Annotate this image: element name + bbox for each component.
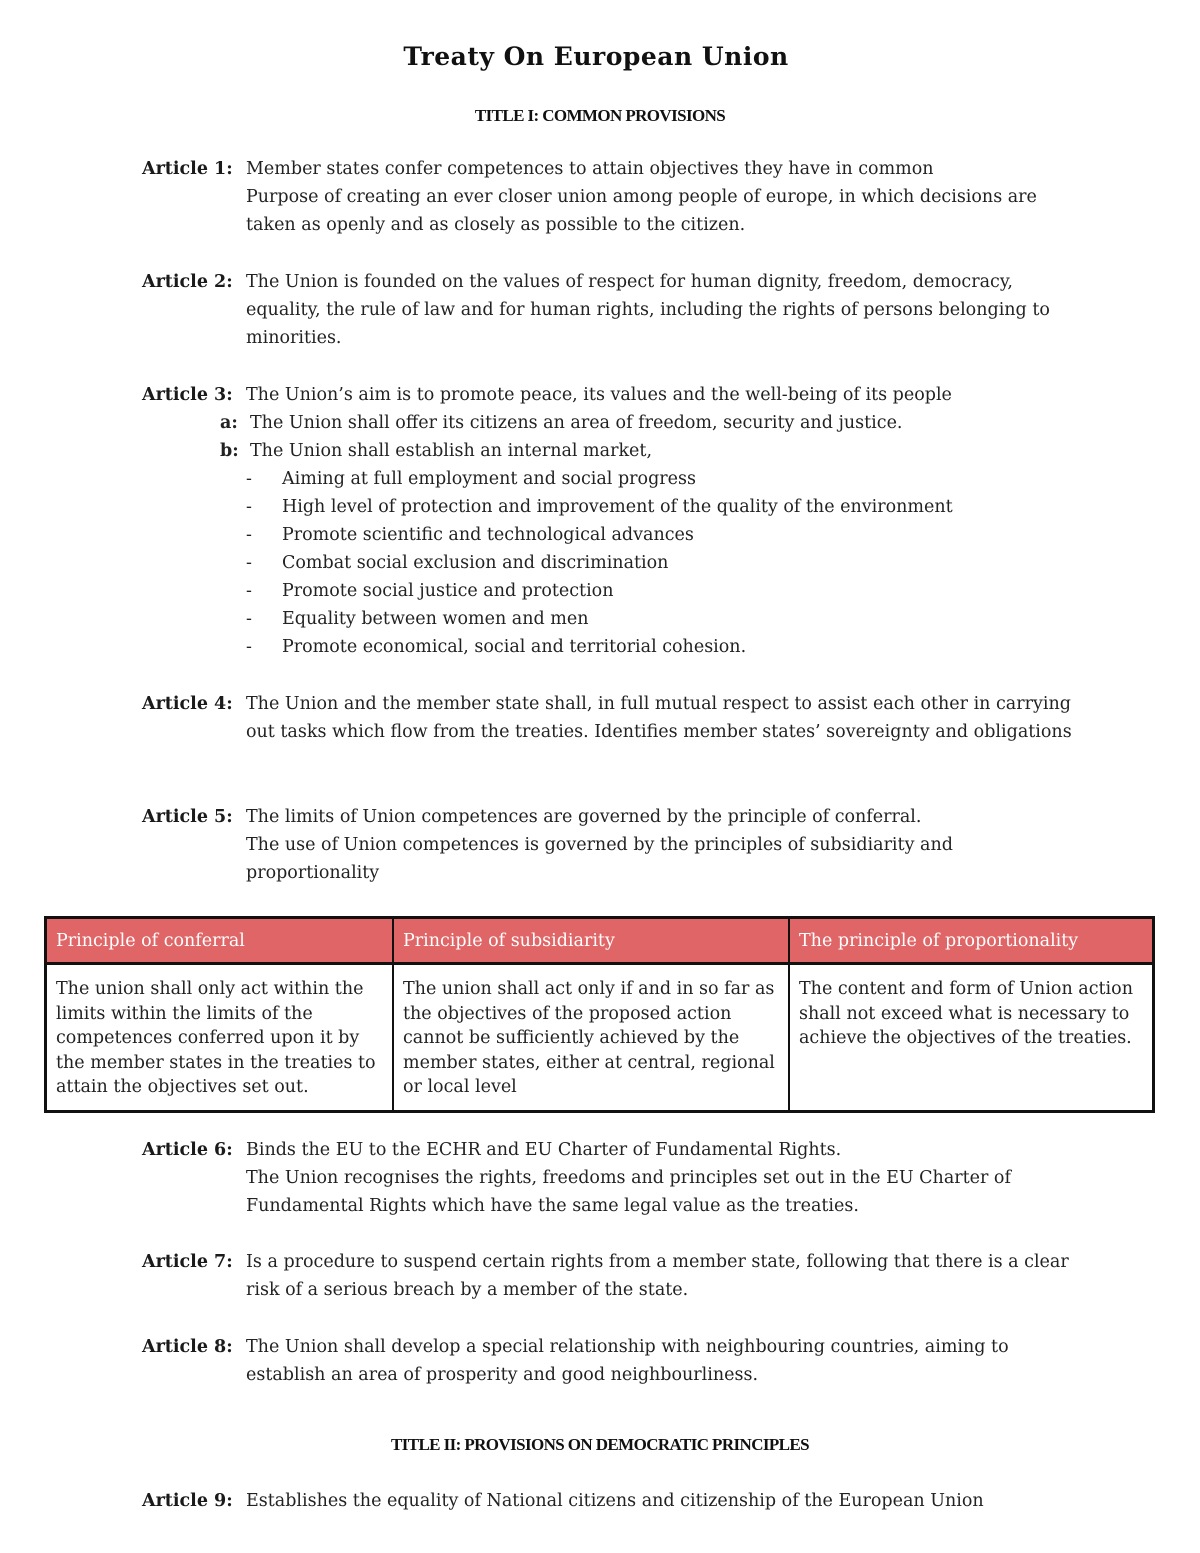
article-2 <box>142 268 1082 352</box>
list-item-text: Aiming at full employment and social progress <box>282 469 696 489</box>
article-5-line-1: The limits of Union competences are governed by the principle of conferral. <box>246 807 922 827</box>
table-header-subsidiarity: Principle of subsidiarity <box>393 918 789 964</box>
article-8 <box>142 1333 1082 1389</box>
article-1-line-2: Purpose of creating an ever closer union among people of europe, in which decisions are taken as openly and as closely as possible to the citizen. <box>246 187 1037 235</box>
document-title: Treaty On European Union <box>403 42 789 71</box>
article-9-label: Article 9: <box>142 1491 233 1511</box>
list-item-text: Promote social justice and protection <box>282 581 614 601</box>
list-item <box>246 521 1082 549</box>
list-item <box>246 493 1082 521</box>
table-cell-subsidiarity: The union shall act only if and in so far as the objectives of the proposed action cannot be sufficiently achieved by the member states, either at central, regional or local level <box>393 964 789 1112</box>
article-8-text: The Union shall develop a special relationship with neighbouring countries, aiming to establish an area of prosperity and good neighbourliness. <box>246 1337 1009 1385</box>
bullet-dash: - <box>246 497 252 517</box>
article-2-text: The Union is founded on the values of respect for human dignity, freedom, democracy, equality, the rule of law and for human rights, including the rights of persons belonging to minorities. <box>246 272 1050 348</box>
article-1 <box>142 155 1082 239</box>
list-item-text: Equality between women and men <box>282 609 589 629</box>
article-3-a-text: The Union shall offer its citizens an area of freedom, security and justice. <box>250 413 903 433</box>
article-7-label: Article 7: <box>142 1252 233 1272</box>
article-6-line-1: Binds the EU to the ECHR and EU Charter of Fundamental Rights. <box>246 1140 842 1160</box>
list-item <box>246 577 1082 605</box>
article-7-text: Is a procedure to suspend certain rights from a member state, following that there is a clear risk of a serious breach by a member of the state. <box>246 1252 1069 1300</box>
bullet-dash: - <box>246 525 252 545</box>
article-3-a-label: a: <box>220 413 238 433</box>
title-2-heading: TITLE II: PROVISIONS ON DEMOCRATIC PRINCIPLES <box>390 1435 810 1454</box>
article-2-label: Article 2: <box>142 272 233 292</box>
article-4 <box>142 690 1082 746</box>
list-item-text: Combat social exclusion and discrimination <box>282 553 669 573</box>
table-cell-conferral: The union shall only act within the limits within the limits of the competences conferred upon it by the member states in the treaties to attain the objectives set out. <box>46 964 394 1112</box>
table-header-conferral: Principle of conferral <box>46 918 394 964</box>
article-3-text: The Union’s aim is to promote peace, its values and the well-being of its people <box>246 385 952 405</box>
list-item <box>246 549 1082 577</box>
article-3-bullet-list <box>246 465 1082 661</box>
list-item <box>246 605 1082 633</box>
article-9-text: Establishes the equality of National citizens and citizenship of the European Union <box>246 1491 984 1511</box>
article-3-item-a <box>220 409 1082 437</box>
bullet-dash: - <box>246 469 252 489</box>
article-4-label: Article 4: <box>142 694 233 714</box>
table-row <box>46 964 1154 1112</box>
article-7 <box>142 1248 1082 1304</box>
article-3-b-label: b: <box>220 441 239 461</box>
principles-table <box>44 916 1155 1113</box>
article-9 <box>142 1487 1082 1515</box>
article-8-label: Article 8: <box>142 1337 233 1357</box>
article-6 <box>142 1136 1082 1220</box>
list-item <box>246 633 1082 661</box>
article-1-label: Article 1: <box>142 159 233 179</box>
table-cell-proportionality: The content and form of Union action shall not exceed what is necessary to achieve the objectives of the treaties. <box>799 979 1133 1048</box>
bullet-dash: - <box>246 637 252 657</box>
article-1-line-1: Member states confer competences to attain objectives they have in common <box>246 159 934 179</box>
article-4-text: The Union and the member state shall, in full mutual respect to assist each other in carrying out tasks which flow from the treaties. Identifies member states’ sovereignty and obligations <box>246 694 1072 742</box>
article-3-label: Article 3: <box>142 385 233 405</box>
article-5-line-2: The use of Union competences is governed by the principles of subsidiarity and proportionality <box>246 835 953 883</box>
article-6-label: Article 6: <box>142 1140 233 1160</box>
bullet-dash: - <box>246 609 252 629</box>
article-3-item-b <box>220 437 1082 465</box>
bullet-dash: - <box>246 581 252 601</box>
article-3 <box>142 381 1082 661</box>
table-header-proportionality: The principle of proportionality <box>789 918 1154 964</box>
bullet-dash: - <box>246 553 252 573</box>
list-item-text: Promote scientific and technological advances <box>282 525 694 545</box>
table-header-row <box>46 918 1154 964</box>
list-item <box>246 465 1082 493</box>
title-1-heading: TITLE I: COMMON PROVISIONS <box>474 106 726 125</box>
list-item-text: Promote economical, social and territorial cohesion. <box>282 637 747 657</box>
list-item-text: High level of protection and improvement of the quality of the environment <box>282 497 953 517</box>
article-5 <box>142 803 1082 887</box>
article-5-label: Article 5: <box>142 807 233 827</box>
article-6-line-2: The Union recognises the rights, freedoms and principles set out in the EU Charter of Fundamental Rights which have the same legal value as the treaties. <box>246 1168 1011 1216</box>
article-3-b-text: The Union shall establish an internal market, <box>250 441 653 461</box>
